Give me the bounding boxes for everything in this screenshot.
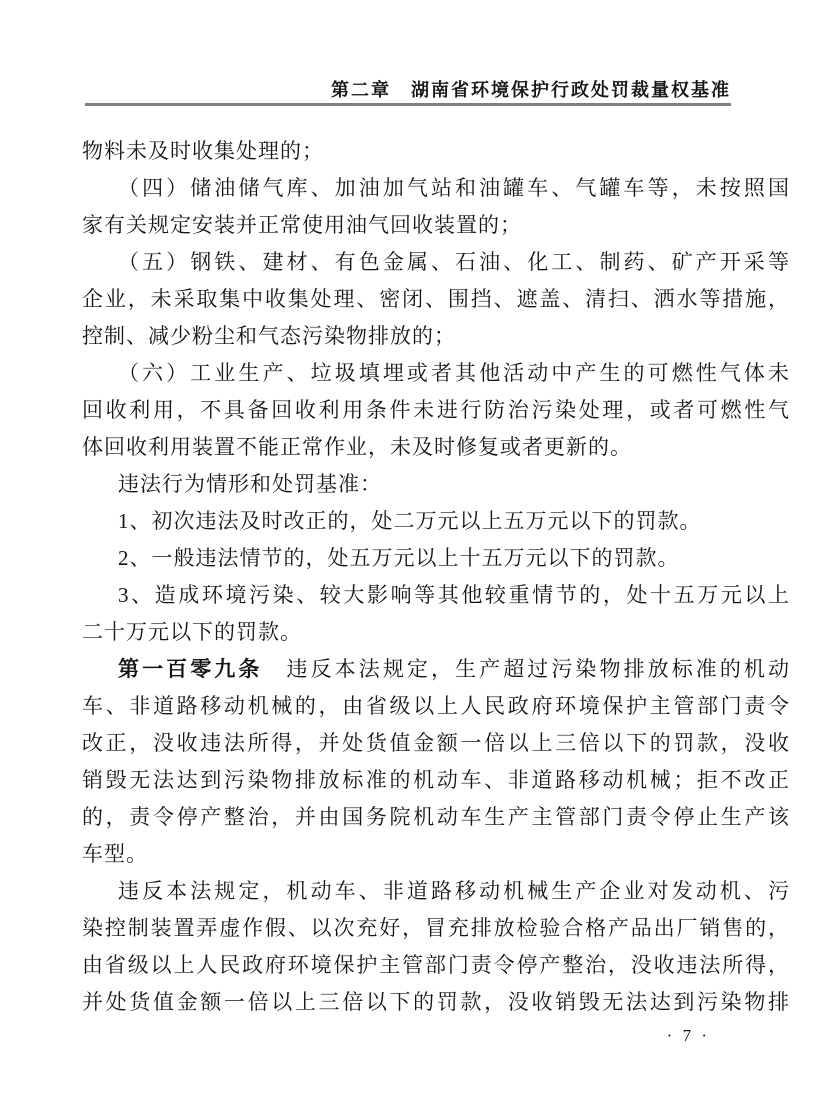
text-line: （六）工业生产、垃圾填埋或者其他活动中产生的可燃性气体未 [118, 361, 790, 385]
text-line: 二十万元以下的罚款。 [82, 620, 302, 644]
text-line: 违法行为情形和处罚基准： [118, 472, 382, 496]
text-line: 销毁无法达到污染物排放标准的机动车、非道路移动机械；拒不改正 [82, 768, 790, 792]
text-line: 改正，没收违法所得，并处货值金额一倍以上三倍以下的罚款，没收 [82, 731, 790, 755]
document-body [82, 133, 790, 1021]
text-line: 染控制装置弄虚作假、以次充好，冒充排放检验合格产品出厂销售的， [82, 916, 790, 940]
header-divider-rule [85, 103, 731, 106]
text-line: 体回收利用装置不能正常作业，未及时修复或者更新的。 [82, 435, 632, 459]
text-line: 由省级以上人民政府环境保护主管部门责令停产整治，没收违法所得， [82, 953, 790, 977]
article-number: 第一百零九条 [118, 658, 263, 681]
running-header-title: 第二章 湖南省环境保护行政处罚裁量权基准 [331, 80, 731, 100]
text-line: 车、非道路移动机械的，由省级以上人民政府环境保护主管部门责令 [82, 694, 790, 718]
text-line: 违反本法规定，机动车、非道路移动机械生产企业对发动机、污 [118, 879, 790, 903]
text-line: （四）储油储气库、加油加气站和油罐车、气罐车等，未按照国 [118, 176, 790, 200]
text-line: 并处货值金额一倍以上三倍以下的罚款，没收销毁无法达到污染物排 [82, 990, 790, 1014]
text-line: 1、初次违法及时改正的，处二万元以上五万元以下的罚款。 [118, 509, 702, 533]
text-line: 控制、减少粉尘和气态污染物排放的； [82, 324, 456, 348]
text-line: 2、一般违法情节的，处五万元以上十五万元以下的罚款。 [118, 546, 680, 570]
text-line: （五）钢铁、建材、有色金属、石油、化工、制药、矿产开采等 [118, 250, 790, 274]
text-line: 3、造成环境污染、较大影响等其他较重情节的，处十五万元以上 [118, 583, 790, 607]
page-number: · 7 · [666, 1026, 710, 1045]
text-line: 的，责令停产整治，并由国务院机动车生产主管部门责令停止生产该 [82, 805, 790, 829]
text-line: 家有关规定安装并正常使用油气回收装置的； [82, 213, 522, 237]
text-line: 第一百零九条 违反本法规定，生产超过污染物排放标准的机动 [118, 657, 790, 681]
text-line: 物料未及时收集处理的； [82, 139, 324, 163]
text-line: 企业，未采取集中收集处理、密闭、围挡、遮盖、清扫、洒水等措施， [82, 287, 790, 311]
text-line: 回收利用，不具备回收利用条件未进行防治污染处理，或者可燃性气 [82, 398, 790, 422]
text-line: 车型。 [82, 842, 148, 866]
